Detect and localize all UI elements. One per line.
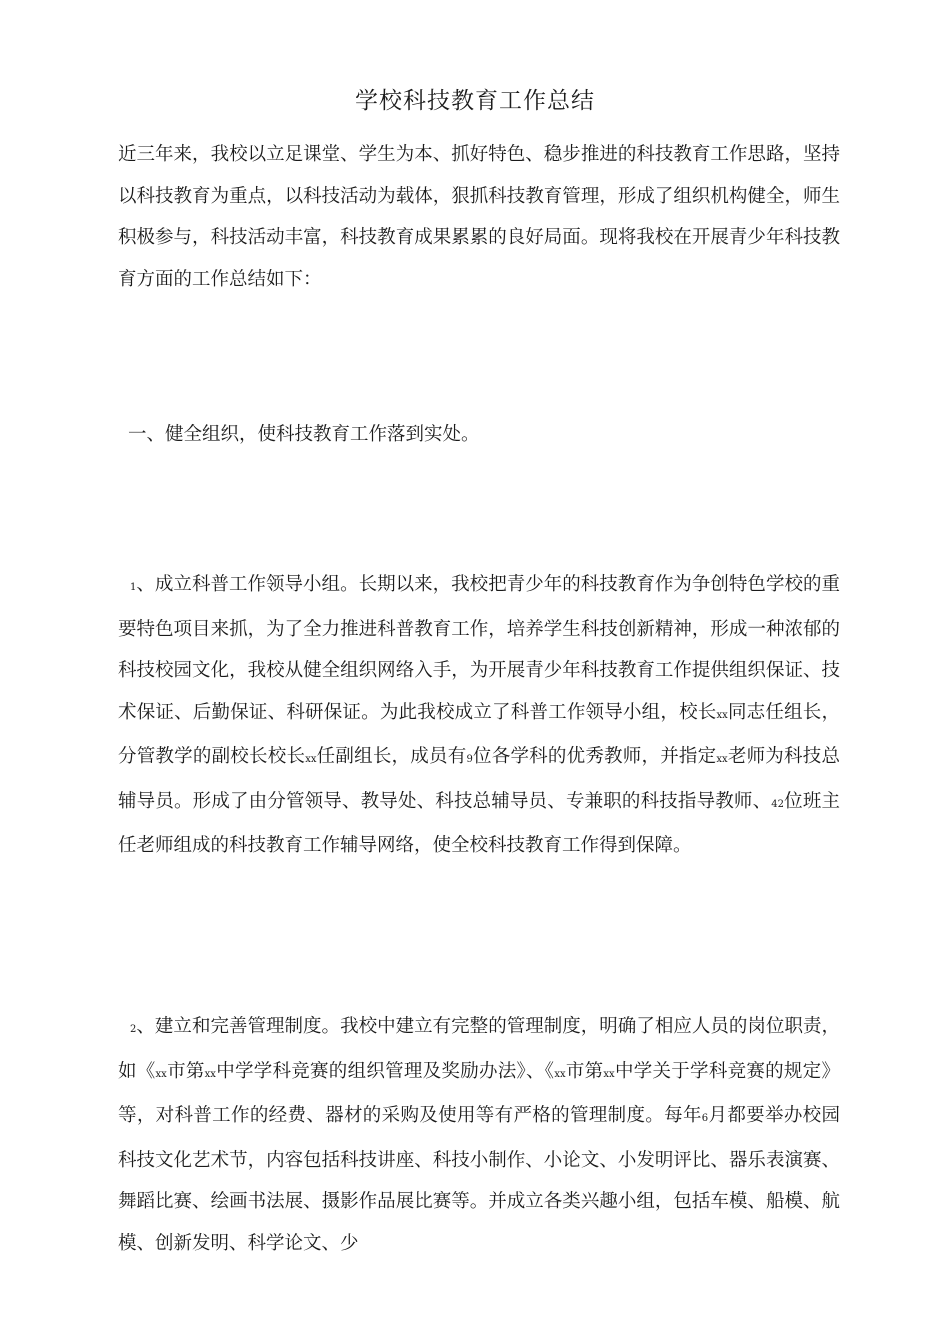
item-1-xx-a: xx [716, 709, 728, 721]
item-1-number: 1 [130, 582, 137, 593]
document-title: 学校科技教育工作总结 [355, 88, 595, 114]
item-2-paragraph [118, 1006, 840, 1264]
item-1-xx-b: xx [305, 754, 317, 765]
item-2-number: 2 [130, 1024, 137, 1035]
item-1-count-9: 9 [466, 754, 473, 765]
item-1-count-42: 42 [771, 798, 784, 810]
item-2-text-d: 市第 [565, 1060, 604, 1082]
item-1-text-c: 任副组长，成员有 [316, 746, 467, 767]
item-2-text-a: 、建立和完善管理制度。我校中建立有完整的管理制度，明确了相应人员的岗位职责，如《 [118, 1016, 840, 1082]
item-2-xx-b: xx [204, 1068, 216, 1080]
item-1-text-a: 、成立科普工作领导小组。长期以来，我校把青少年的科技教育作为争创特色学校的重要特色项目来抓，为了全力推进科普教育工作，培养学生科技创新精神，形成一种浓郁的科技校园文化，我校从健全组织网络入手，为开展青少年科技教育工作提供组织保证、技术保证、后勤保证、科研保证。为此我校成立了科普工作领导小组，校长 [118, 574, 840, 723]
item-2-xx-a: xx [155, 1068, 167, 1080]
item-1-paragraph [118, 564, 840, 867]
item-1-text-d: 位各学科的优秀教师，并指定 [472, 746, 717, 767]
item-2-text-f: 月都要举办校园科技文化艺术节，内容包括科技讲座、科技小制作、小论文、小发明评比、器乐表演赛、舞蹈比赛、绘画书法展、摄影作品展比赛等。并成立各类兴趣小组，包括车模、船模、航模、创新发明、科学论文、少 [118, 1105, 840, 1254]
item-2-xx-d: xx [603, 1068, 615, 1080]
item-2-xx-c: xx [554, 1068, 566, 1080]
item-2-text-e: 中学关于学科竞赛的规定》等，对科普工作的经费、器材的采购及使用等有严格的管理制度。每年 [118, 1060, 840, 1126]
item-2-text-c: 中学学科竞赛的组织管理及奖励办法》、《 [215, 1060, 555, 1082]
item-1-text-e: 老师为科技总辅导员。形成了由分管领导、教导处、科技总辅导员、专兼职的科技指导教师、 [118, 746, 840, 812]
item-1-xx-c: xx [716, 754, 728, 765]
item-1-text-b: 同志任组长，分管教学的副校长校长 [118, 701, 840, 767]
intro-paragraph: 近三年来，我校以立足课堂、学生为本、抓好特色、稳步推进的科技教育工作思路，坚持以科技教育为重点，以科技活动为载体，狠抓科技教育管理，形成了组织机构健全，师生积极参与，科技活动丰富，科技教育成果累累的良好局面。现将我校在开展青少年科技教育方面的工作总结如下： [118, 144, 840, 290]
section-heading-1: 一、健全组织，使科技教育工作落到实处。 [128, 424, 480, 445]
item-2-month-6: 6 [701, 1113, 709, 1124]
item-1-text-f: 位班主任老师组成的科技教育工作辅导网络，使全校科技教育工作得到保障。 [118, 790, 840, 856]
item-2-text-b: 市第 [166, 1060, 205, 1082]
